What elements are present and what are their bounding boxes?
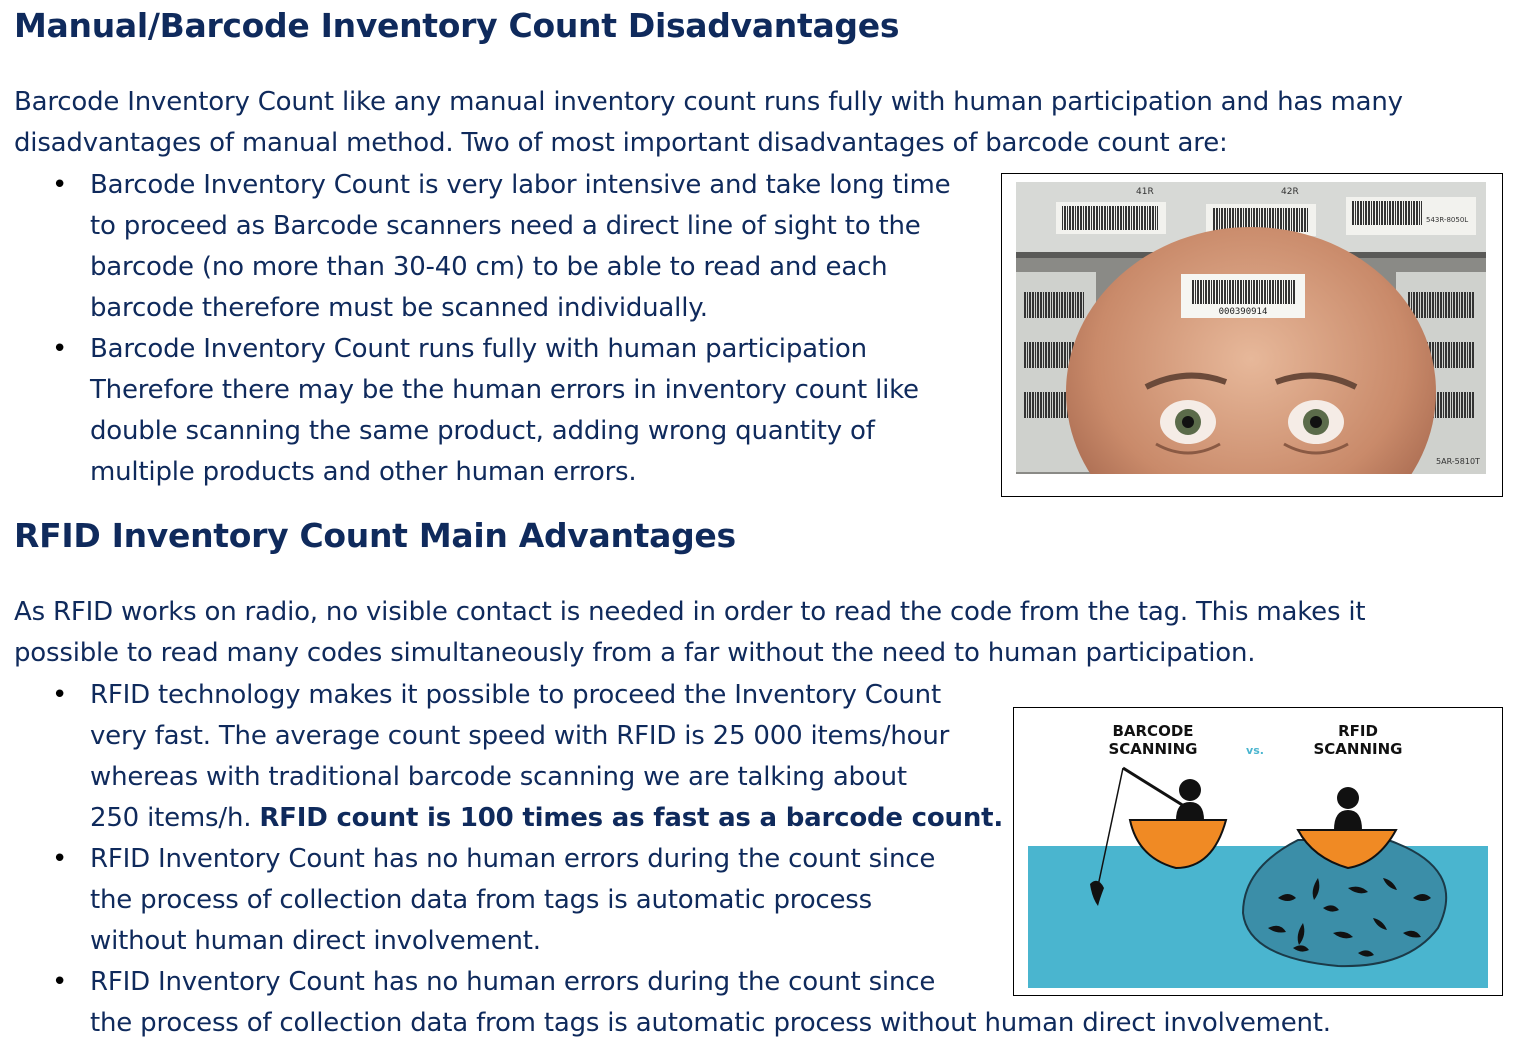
list-item-line: • Barcode Inventory Count runs fully with human participation: [90, 334, 867, 364]
list-item-line: Therefore there may be the human errors in inventory count like: [90, 375, 919, 405]
intro-line: As RFID works on radio, no visible contact is needed in order to read the code from the tag. This makes it: [14, 597, 1366, 627]
list-item-text: 250 items/h.: [90, 803, 260, 833]
barcode-vs-rfid-image: [1028, 718, 1488, 988]
barcode-vs-rfid-image-frame: [1013, 707, 1503, 996]
list-item-line: • Barcode Inventory Count is very labor intensive and take long time: [90, 170, 951, 200]
list-item-line: the process of collection data from tags is automatic process: [90, 885, 872, 915]
list-item-line: • RFID technology makes it possible to proceed the Inventory Count: [90, 680, 941, 710]
list-item-line: • RFID Inventory Count has no human errors during the count since: [90, 844, 936, 874]
disadvantages-list: [14, 165, 1014, 493]
intro-line: disadvantages of manual method. Two of most important disadvantages of barcode count are:: [14, 127, 1228, 158]
shelf-code: 5AR-5810T: [1436, 457, 1480, 466]
barcode-scanning-label: BARCODE: [1112, 722, 1194, 740]
list-item-line: double scanning the same product, adding wrong quantity of: [90, 416, 875, 446]
section-heading-disadvantages: Manual/Barcode Inventory Count Disadvantages: [14, 6, 900, 45]
shelf-code: 41R: [1136, 187, 1154, 197]
list-item-line: barcode (no more than 30-40 cm) to be able to read and each: [90, 252, 888, 282]
list-item: [14, 329, 1014, 493]
barcode-man-image-frame: [1001, 173, 1503, 497]
list-item-line: to proceed as Barcode scanners need a direct line of sight to the: [90, 211, 921, 241]
intro-line: Barcode Inventory Count like any manual inventory count runs fully with human participation and has many: [14, 87, 1403, 117]
barcode-scanning-label: SCANNING: [1108, 740, 1198, 758]
emphasis-text: RFID count is 100 times as fast as a barcode count.: [259, 803, 1004, 833]
shelf-code: 543R-8050L: [1426, 216, 1469, 224]
vs-label: vs.: [1246, 744, 1264, 757]
shelf-code: 42R: [1281, 187, 1299, 197]
intro-line: possible to read many codes simultaneously from a far without the need to human participation.: [14, 637, 1256, 668]
intro-paragraph-rfid: [14, 592, 1514, 673]
forehead-barcode-number: 000390914: [1218, 307, 1268, 317]
list-item: [14, 165, 1014, 329]
list-item-line: multiple products and other human errors.: [90, 457, 637, 487]
section-heading-advantages: RFID Inventory Count Main Advantages: [14, 516, 736, 555]
intro-paragraph-barcode: [14, 82, 1514, 163]
list-item-line: very fast. The average count speed with RFID is 25 000 items/hour: [90, 721, 950, 751]
rfid-scanning-label: RFID: [1338, 722, 1378, 740]
list-item-line: • RFID Inventory Count has no human errors during the count since: [90, 967, 936, 997]
list-item-line: whereas with traditional barcode scanning we are talking about: [90, 762, 907, 792]
list-item-line: the process of collection data from tags is automatic process without human direct involvement.: [90, 1008, 1331, 1038]
list-item-line: without human direct involvement.: [90, 926, 541, 956]
rfid-scanning-label: SCANNING: [1313, 740, 1403, 758]
list-item-line: barcode therefore must be scanned individually.: [90, 293, 708, 323]
barcode-man-image: [1016, 182, 1486, 474]
